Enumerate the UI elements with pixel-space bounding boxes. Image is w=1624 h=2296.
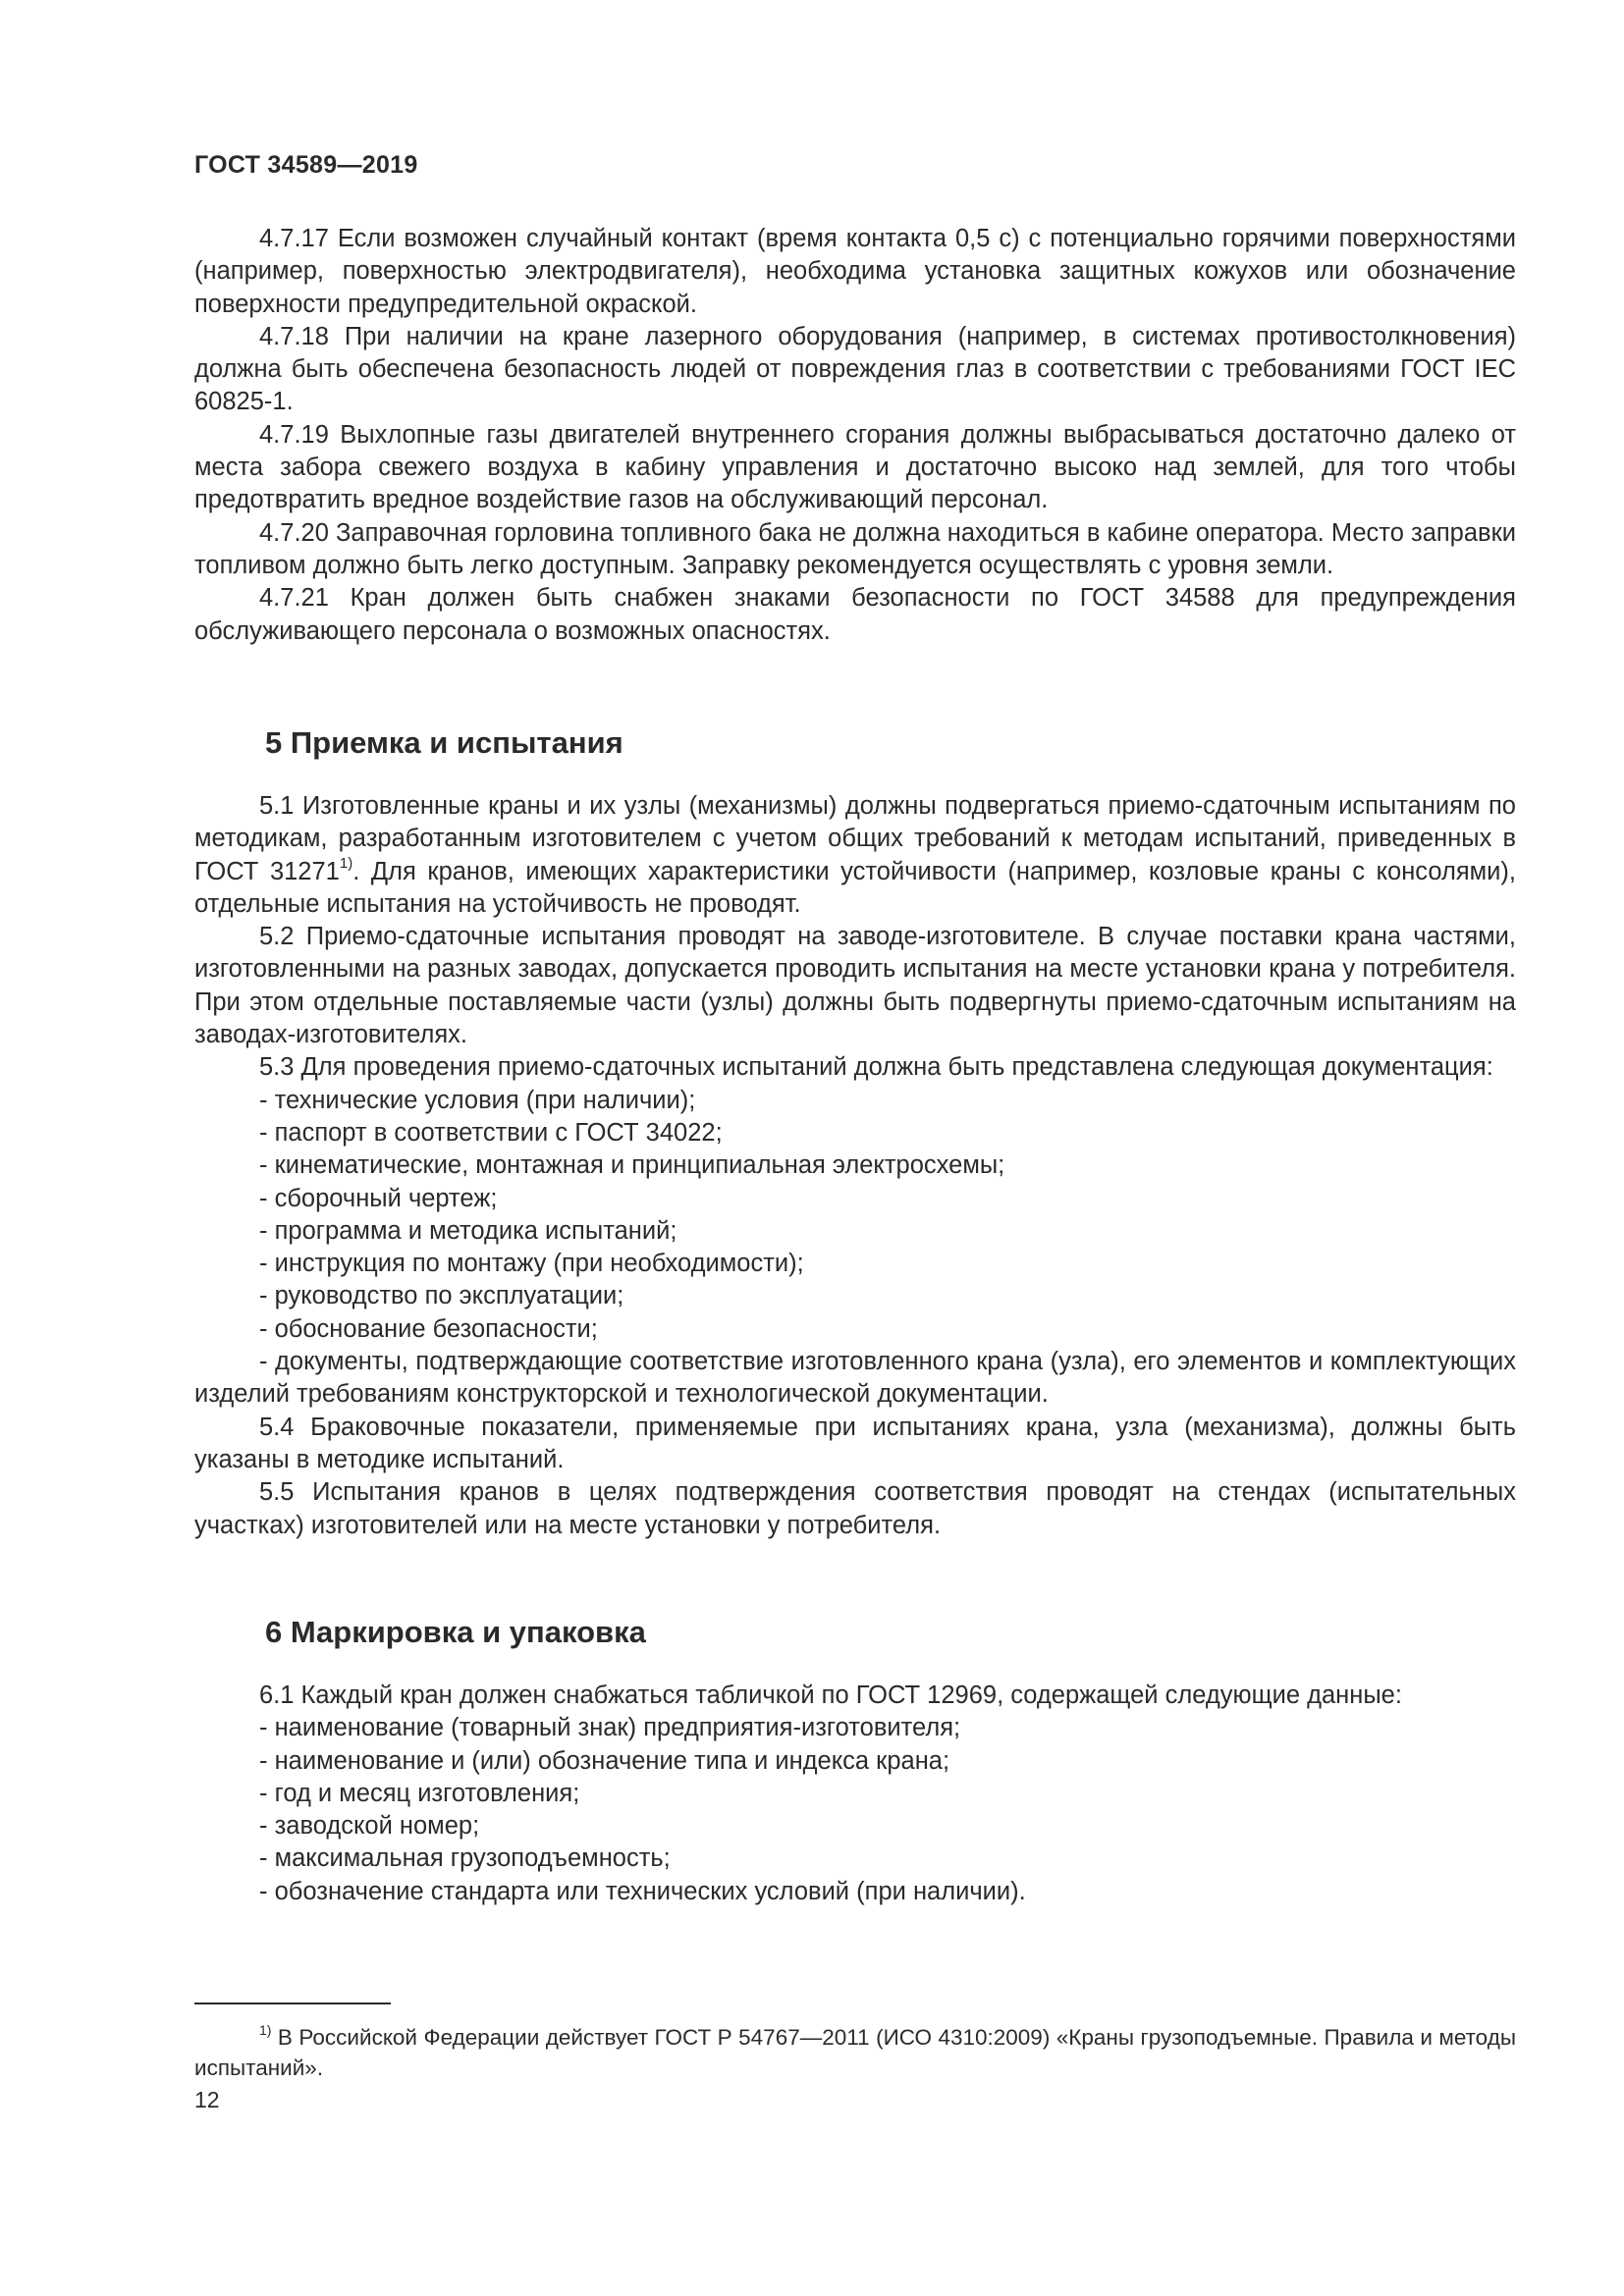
paragraph-4-7-19: 4.7.19 Выхлопные газы двигателей внутреннего сгорания должны выбрасываться достаточно далеко от места забора свежего воздуха в кабину управления и достаточно высоко над землей, для того чтобы предотвратить вредное воздействие газов на обслуживающий персонал. bbox=[194, 420, 1516, 514]
footnote-mark: 1) bbox=[259, 2021, 272, 2038]
footnote-text: В Российской Федерации действует ГОСТ Р 54767—2011 (ИСО 4310:2009) «Краны грузоподъемные. Правила и методы испытаний». bbox=[194, 2025, 1516, 2080]
paragraph-5-4: 5.4 Браковочные показатели, применяемые при испытаниях крана, узла (механизма), должны быть указаны в методике испытаний. bbox=[194, 1413, 1516, 1473]
footnote-reference[interactable]: 1) bbox=[339, 855, 353, 873]
list-item: - паспорт в соответствии с ГОСТ 34022; bbox=[259, 1118, 723, 1147]
list-item: - максимальная грузоподъемность; bbox=[259, 1844, 671, 1873]
paragraph-4-7-18: 4.7.18 При наличии на кране лазерного оборудования (например, в системах противостолкновения) должна быть обеспечена безопасность людей от повреждения глаз в соответствии с требованиями ГОСТ IEC 60825-1. bbox=[194, 322, 1516, 416]
page-number: 12 bbox=[194, 2087, 220, 2112]
paragraph-4-7-17: 4.7.17 Если возможен случайный контакт (время контакта 0,5 с) с потенциально горячими поверхностями (например, поверхностью электродвигателя), необходима установка защитных кожухов или обозначение поверхности предупредительной окраской. bbox=[194, 225, 1516, 318]
list-item: - обоснование безопасности; bbox=[259, 1314, 598, 1343]
section-5-body bbox=[194, 790, 1516, 1542]
list-item-wrapped: - документы, подтверждающие соответствие изготовленного крана (узла), его элементов и комплектующих изделий требованиям конструкторской и технологической документации. bbox=[194, 1348, 1516, 1409]
document-code-header: ГОСТ 34589—2019 bbox=[194, 151, 418, 179]
document-page bbox=[194, 0, 1516, 2296]
footnote bbox=[194, 2022, 1516, 2083]
paragraph-6-1: 6.1 Каждый кран должен снабжаться табличкой по ГОСТ 12969, содержащей следующие данные: bbox=[259, 1682, 1402, 1709]
list-item: - обозначение стандарта или технических условий (при наличии). bbox=[259, 1877, 1026, 1905]
list-item: - сборочный чертеж; bbox=[259, 1184, 498, 1212]
paragraph-5-1-text-a: 5.1 Изготовленные краны и их узлы (механизмы) должны подвергаться приемо-сдаточным испытаниям по методикам, разработанным изготовителем с учетом общих требований к методам испытаний, приведенных в ГОСТ 31271 bbox=[194, 792, 1516, 885]
paragraph-5-1-text-b: . Для кранов, имеющих характеристики устойчивости (например, козловые краны с консолями), отдельные испытания на устойчивость не проводят. bbox=[194, 857, 1516, 918]
footnote-divider bbox=[194, 2002, 391, 2004]
paragraph-5-2: 5.2 Приемо-сдаточные испытания проводят на заводе-изготовителе. В случае поставки крана частями, изготовленными на разных заводах, допускается проводить испытания на месте установки крана у потребителя. При этом отдельные поставляемые части (узлы) должны быть подвергнуты приемо-сдаточным испытаниям на заводах-изготовителях. bbox=[194, 923, 1516, 1049]
list-item: - программа и методика испытаний; bbox=[259, 1216, 677, 1245]
list-item: - год и месяц изготовления; bbox=[259, 1779, 580, 1807]
section-6-body bbox=[194, 1680, 1516, 1908]
list-item: - руководство по эксплуатации; bbox=[259, 1282, 624, 1310]
list-item: - кинематические, монтажная и принципиальная электросхемы; bbox=[259, 1151, 1005, 1180]
section-4-continuation bbox=[194, 223, 1516, 648]
paragraph-4-7-20: 4.7.20 Заправочная горловина топливного бака не должна находиться в кабине оператора. Место заправки топливом должно быть легко доступным. Заправку рекомендуется осуществлять с уровня земли. bbox=[194, 518, 1516, 579]
section-5-heading: 5 Приемка и испытания bbox=[265, 725, 623, 760]
paragraph-5-3: 5.3 Для проведения приемо-сдаточных испытаний должна быть представлена следующая документация: bbox=[259, 1053, 1493, 1082]
list-item: - заводской номер; bbox=[259, 1812, 480, 1841]
paragraph-4-7-21: 4.7.21 Кран должен быть снабжен знаками безопасности по ГОСТ 34588 для предупреждения обслуживающего персонала о возможных опасностях. bbox=[194, 584, 1516, 645]
list-item: - инструкция по монтажу (при необходимости); bbox=[259, 1250, 804, 1278]
paragraph-5-1 bbox=[194, 790, 1516, 921]
list-item: - наименование (товарный знак) предприятия-изготовителя; bbox=[259, 1714, 961, 1742]
section-6-heading: 6 Маркировка и упаковка bbox=[265, 1615, 646, 1649]
list-item: - наименование и (или) обозначение типа и индекса крана; bbox=[259, 1746, 950, 1775]
list-item: - технические условия (при наличии); bbox=[259, 1086, 696, 1114]
paragraph-5-5: 5.5 Испытания кранов в целях подтверждения соответствия проводят на стендах (испытательных участках) изготовителей или на месте установки у потребителя. bbox=[194, 1478, 1516, 1539]
